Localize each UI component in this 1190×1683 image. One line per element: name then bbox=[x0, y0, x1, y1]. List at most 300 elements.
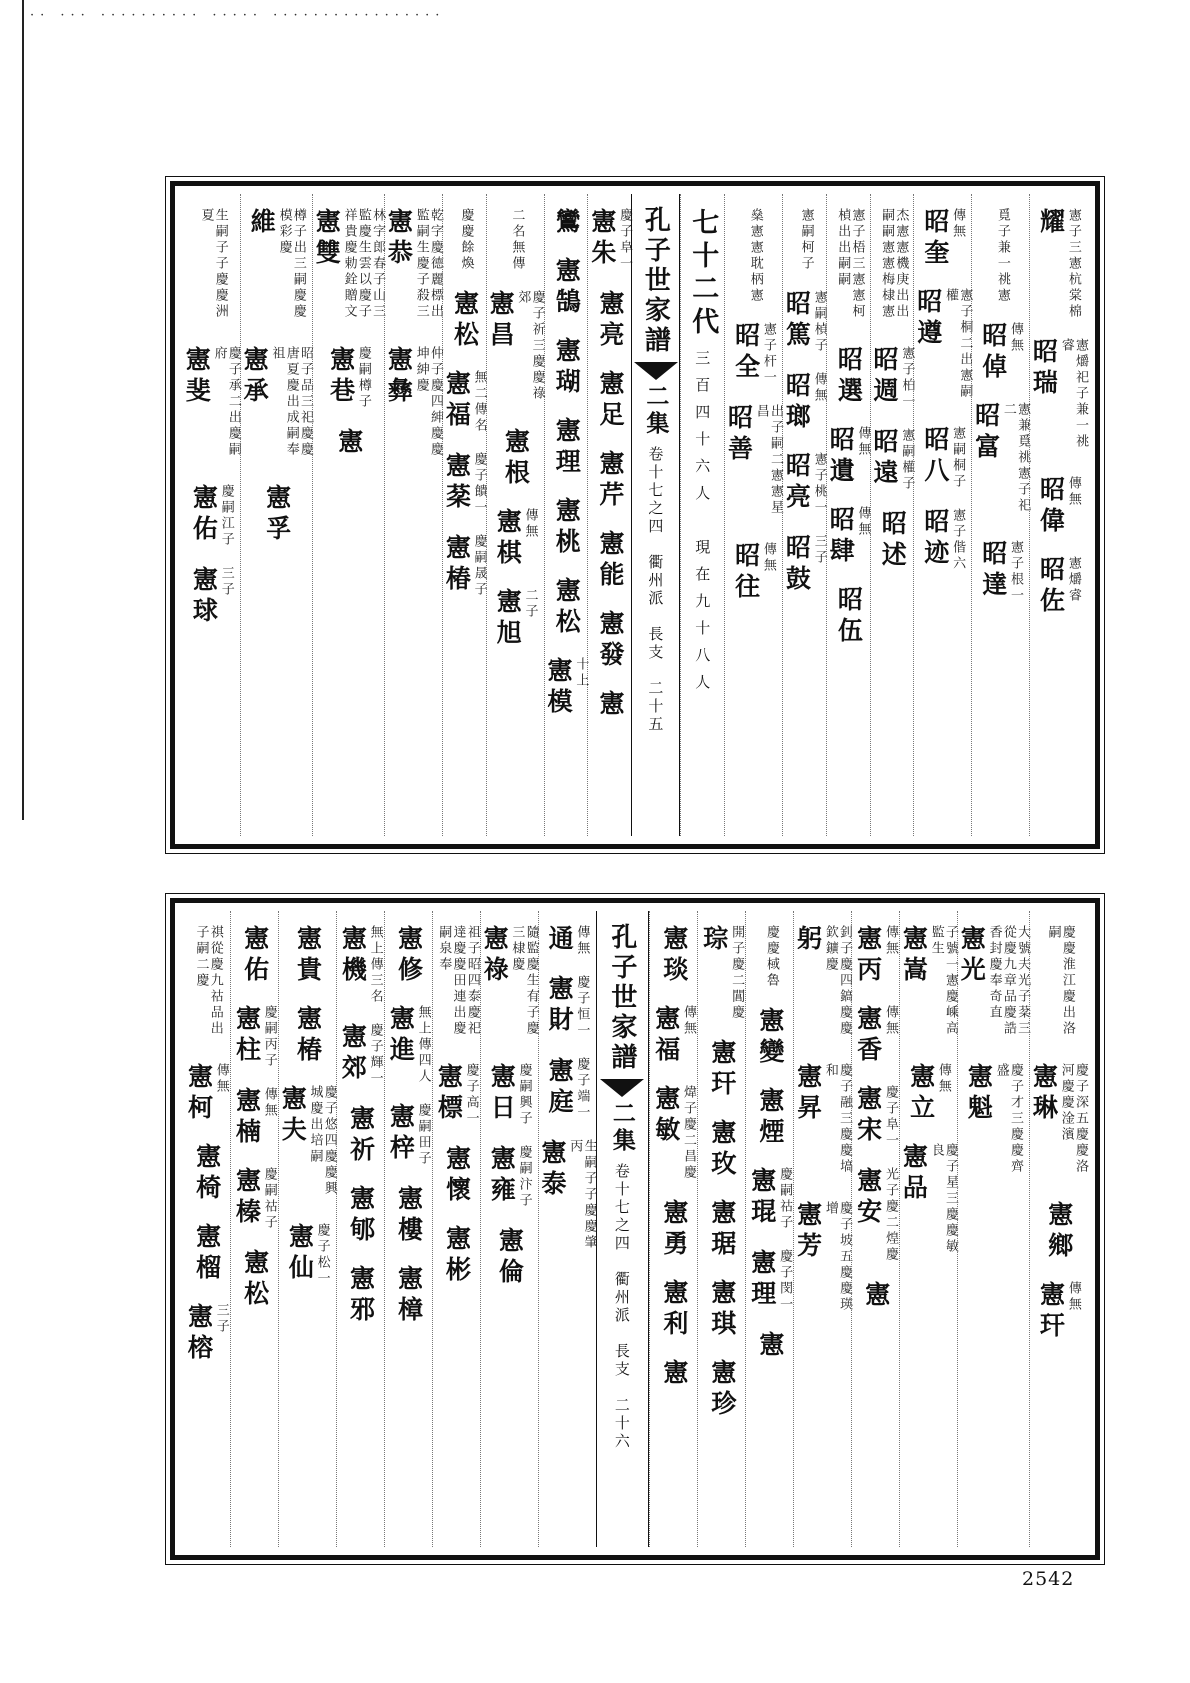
genealogy-entry bbox=[701, 925, 744, 1021]
genealogy-entry bbox=[833, 208, 864, 328]
person-name: 憲椿 bbox=[293, 1005, 323, 1067]
genealogy-entry bbox=[783, 372, 826, 434]
person-name: 憲邪 bbox=[346, 1265, 376, 1327]
person-name: 憲鵠 bbox=[552, 257, 582, 319]
person-name: 憲楠 bbox=[232, 1087, 262, 1149]
genealogy-entry bbox=[185, 1303, 228, 1365]
genealogy-entry bbox=[972, 402, 1029, 522]
lineage-note: 慶嗣丙子 bbox=[261, 1005, 277, 1069]
lineage-note: 出子嗣二憲憲星昌 bbox=[753, 404, 784, 516]
lineage-note: 憲子梧三憲憲柯楨出出嗣嗣 bbox=[835, 208, 865, 320]
lineage-note: 燊憲憲耽柄憲 bbox=[747, 208, 763, 304]
top-column bbox=[312, 194, 384, 836]
section-label: 卷十七之四 衢州派 長支 二十六 bbox=[612, 1163, 631, 1451]
genealogy-entry bbox=[196, 208, 227, 328]
person-name: 憲榴 bbox=[192, 1223, 222, 1285]
lineage-note: 慶子松一 bbox=[314, 1223, 330, 1287]
person-name: 昭遵 bbox=[913, 288, 943, 350]
lineage-note: 憲子偕六 bbox=[950, 508, 966, 572]
genealogy-entry bbox=[597, 450, 623, 512]
lineage-note: 傳無 bbox=[855, 506, 871, 538]
genealogy-entry bbox=[922, 508, 965, 572]
bottom-column bbox=[697, 911, 745, 1547]
genealogy-entry bbox=[481, 925, 538, 1045]
lineage-note: 傳無 bbox=[213, 1063, 229, 1095]
person-name: 憲彝 bbox=[384, 346, 414, 408]
genealogy-entry bbox=[709, 1359, 735, 1421]
bottom-column bbox=[384, 911, 432, 1547]
book-title: 孔子世家譜 bbox=[640, 206, 671, 356]
person-name: 憲機 bbox=[338, 925, 368, 987]
genealogy-entry bbox=[248, 208, 305, 328]
lineage-note: 二名無傳 bbox=[509, 208, 525, 272]
person-name: 憲孚 bbox=[262, 484, 292, 546]
top-column bbox=[971, 194, 1029, 836]
person-name: 昭往 bbox=[731, 542, 761, 604]
top-column bbox=[240, 194, 312, 836]
person-name: 憲玕 bbox=[1036, 1281, 1066, 1343]
genealogy-entry bbox=[192, 1223, 222, 1285]
person-name: 憲倫 bbox=[495, 1227, 525, 1289]
lineage-note: 傳無 bbox=[1065, 1281, 1081, 1313]
lineage-note: 二子 bbox=[522, 588, 538, 620]
bottom-column bbox=[480, 911, 538, 1547]
lineage-note: 憲兼覓祧憲子祀二 bbox=[1000, 402, 1031, 514]
person-name: 憲香 bbox=[853, 1005, 883, 1067]
top-column bbox=[1029, 194, 1087, 836]
person-name: 昭選 bbox=[834, 346, 864, 408]
lineage-note: 慶嗣田子 bbox=[415, 1103, 431, 1167]
genealogy-entry bbox=[709, 1119, 735, 1181]
genealogy-entry bbox=[854, 1085, 897, 1149]
lineage-note: 慶子祈三慶慶祿郊 bbox=[515, 290, 545, 402]
person-name: 昭善 bbox=[724, 404, 754, 466]
person-name: 憲 bbox=[755, 1331, 785, 1362]
person-name: 憲球 bbox=[189, 566, 219, 628]
person-name: 憲樓 bbox=[394, 1185, 424, 1247]
person-name: 憲光 bbox=[957, 925, 987, 987]
bottom-genealogy-panel bbox=[170, 898, 1100, 1560]
lineage-note: 慶子悠四慶慶興城慶出培嗣 bbox=[307, 1085, 337, 1197]
genealogy-entry bbox=[597, 290, 623, 352]
genealogy-entry bbox=[709, 1279, 735, 1341]
person-name: 憲日 bbox=[487, 1063, 517, 1125]
person-name: 憲椅 bbox=[192, 1143, 222, 1205]
genealogy-entry bbox=[900, 1143, 957, 1263]
lineage-note: 慶慶棫魯 bbox=[763, 925, 779, 989]
person-name: 憲品 bbox=[899, 1143, 929, 1205]
genealogy-entry bbox=[871, 346, 914, 410]
lineage-note: 乾字慶德麗標出監嗣生慶子殺三 bbox=[413, 208, 443, 320]
lineage-note: 傳無 bbox=[1065, 476, 1081, 508]
person-name: 憲泰 bbox=[537, 1139, 567, 1201]
person-name: 憲旭 bbox=[493, 588, 523, 650]
lineage-note: 慶子阜一 bbox=[882, 1085, 898, 1149]
volume-label: 二集 bbox=[642, 384, 670, 438]
genealogy-entry bbox=[394, 1185, 424, 1247]
lineage-note: 慶子端一 bbox=[574, 1057, 590, 1121]
lineage-note: 慶慶淮江慶出洛嗣 bbox=[1045, 925, 1075, 1037]
genealogy-entry bbox=[192, 1143, 222, 1205]
lineage-note: 慶嗣江子 bbox=[218, 484, 234, 548]
person-name: 憲祿 bbox=[480, 925, 510, 987]
person-name: 憲標 bbox=[434, 1063, 464, 1125]
person-name: 昭瑞 bbox=[1029, 338, 1059, 400]
person-name: 耀 bbox=[1036, 208, 1066, 239]
genealogy-entry bbox=[488, 1063, 531, 1127]
genealogy-entry bbox=[762, 925, 778, 989]
top-column bbox=[384, 194, 442, 836]
person-name: 昭奎 bbox=[920, 208, 950, 270]
genealogy-entry bbox=[834, 346, 864, 408]
person-name: 憲鄉 bbox=[1044, 1201, 1074, 1263]
lineage-note: 慶嗣汴子 bbox=[516, 1145, 532, 1209]
genealogy-entry bbox=[313, 208, 384, 328]
person-name: 憲琚 bbox=[707, 1199, 737, 1261]
lineage-note: 慶子坡五慶慶瑛增 bbox=[822, 1201, 853, 1313]
bottom-column bbox=[851, 911, 899, 1547]
genealogy-entry bbox=[385, 346, 442, 466]
person-name: 憲模 bbox=[544, 657, 574, 719]
generation-stats: 三百四十六人 現在九十八人 bbox=[693, 350, 712, 701]
top-column bbox=[544, 194, 588, 836]
lineage-note: 憲子桃一 bbox=[811, 452, 827, 516]
lineage-note: 林字郎春子山三監慶生雲以慶子祥貴慶勅銓贈文 bbox=[341, 208, 386, 320]
generation-label: 七十二代 bbox=[687, 208, 719, 340]
person-name: 昭述 bbox=[878, 510, 908, 572]
top-genealogy-panel bbox=[170, 181, 1100, 849]
genealogy-entry bbox=[552, 257, 582, 319]
lineage-note: 傳無 bbox=[681, 1005, 697, 1037]
person-name: 憲玕 bbox=[707, 1039, 737, 1101]
top-column bbox=[870, 194, 914, 836]
genealogy-entry bbox=[965, 1063, 1022, 1183]
genealogy-entry bbox=[597, 370, 623, 432]
person-name: 昭週 bbox=[870, 346, 900, 408]
person-name: 憲勇 bbox=[659, 1199, 689, 1261]
genealogy-entry bbox=[552, 337, 582, 399]
genealogy-entry bbox=[507, 208, 523, 272]
genealogy-entry bbox=[979, 322, 1022, 384]
person-name: 憲夫 bbox=[278, 1085, 308, 1147]
person-name: 憲利 bbox=[659, 1279, 689, 1341]
genealogy-entry bbox=[450, 290, 480, 352]
bottom-column bbox=[899, 911, 957, 1547]
lineage-note: 慶子阜一 bbox=[617, 208, 633, 272]
lineage-note: 煒子慶二昌慶 bbox=[681, 1085, 697, 1181]
genealogy-entry bbox=[442, 1145, 472, 1207]
person-name: 昭偉 bbox=[1036, 476, 1066, 538]
lineage-note: 憲子柏一 bbox=[899, 346, 915, 410]
person-name: 昭倬 bbox=[978, 322, 1008, 384]
lineage-note: 傳無 bbox=[855, 426, 871, 458]
top-column bbox=[724, 194, 782, 836]
genealogy-entry bbox=[854, 1167, 897, 1263]
genealogy-entry bbox=[552, 208, 582, 239]
person-name: 憲郊 bbox=[338, 1023, 368, 1085]
genealogy-entry bbox=[233, 1005, 276, 1069]
genealogy-entry bbox=[286, 1223, 329, 1287]
genealogy-entry bbox=[796, 208, 812, 272]
person-name: 昭瑯 bbox=[782, 372, 812, 434]
lineage-note: 慶嗣祜子 bbox=[261, 1167, 277, 1231]
genealogy-entry bbox=[653, 1005, 696, 1067]
genealogy-entry bbox=[546, 975, 589, 1039]
person-name: 憲嵩 bbox=[899, 925, 929, 987]
genealogy-entry bbox=[661, 925, 687, 987]
genealogy-entry bbox=[878, 510, 908, 572]
person-name: 憲恭 bbox=[384, 208, 414, 270]
person-name: 憲根 bbox=[501, 428, 531, 490]
bottom-column bbox=[230, 911, 278, 1547]
genealogy-entry bbox=[757, 1087, 783, 1149]
top-columns bbox=[183, 194, 1087, 836]
person-name: 憲發 bbox=[596, 610, 625, 672]
lineage-note: 十上 bbox=[573, 657, 589, 689]
genealogy-entry bbox=[661, 1279, 687, 1341]
genealogy-entry bbox=[1044, 1201, 1074, 1263]
genealogy-entry bbox=[783, 452, 826, 516]
lineage-note: 憲嗣權子 bbox=[899, 428, 915, 492]
genealogy-entry bbox=[334, 428, 364, 459]
lineage-note: 慶子融三慶慶塙和 bbox=[822, 1063, 853, 1175]
person-name: 憲松 bbox=[552, 577, 582, 639]
person-name: 憲理 bbox=[552, 417, 582, 479]
lineage-note: 慶嗣晟子 bbox=[471, 534, 487, 598]
top-column bbox=[782, 194, 826, 836]
genealogy-entry bbox=[589, 208, 632, 272]
person-name: 憲立 bbox=[906, 1063, 936, 1125]
lineage-note: 傳無 bbox=[935, 1063, 951, 1095]
genealogy-entry bbox=[1037, 476, 1080, 538]
person-name: 昭富 bbox=[971, 402, 1001, 464]
person-name: 憲祈 bbox=[346, 1105, 376, 1167]
lineage-note: 慶子饋一 bbox=[471, 452, 487, 516]
genealogy-entry bbox=[922, 208, 965, 270]
top-column bbox=[826, 194, 870, 836]
lineage-note: 憲嗣楨子 bbox=[811, 290, 827, 354]
genealogy-entry bbox=[597, 530, 623, 592]
genealogy-entry bbox=[827, 426, 870, 488]
lineage-note: 傳無 bbox=[1008, 322, 1023, 354]
person-name: 憲敏 bbox=[651, 1085, 681, 1147]
person-name: 憲承 bbox=[240, 346, 270, 408]
genealogy-entry bbox=[794, 925, 851, 1045]
genealogy-entry bbox=[240, 925, 270, 987]
lineage-note: 樽子出三嗣慶慶模彩慶 bbox=[276, 208, 306, 320]
person-name: 憲雍 bbox=[487, 1145, 517, 1207]
person-name: 憲松 bbox=[240, 1249, 270, 1311]
person-name: 憲琨 bbox=[747, 1167, 777, 1229]
lineage-note: 無二傳名 bbox=[471, 370, 487, 434]
genealogy-entry bbox=[1030, 1063, 1087, 1183]
genealogy-entry bbox=[653, 1085, 696, 1181]
genealogy-entry bbox=[394, 925, 424, 987]
genealogy-entry bbox=[854, 1005, 897, 1067]
person-name: 憲丙 bbox=[853, 925, 883, 987]
genealogy-entry bbox=[190, 484, 233, 548]
person-name: 躬 bbox=[793, 925, 823, 956]
genealogy-entry bbox=[456, 208, 472, 272]
person-name: 憲能 bbox=[596, 530, 625, 592]
lineage-note: 傳無 bbox=[882, 925, 898, 957]
lineage-note: 憲子三憲杭棠棉 bbox=[1065, 208, 1081, 320]
genealogy-entry bbox=[327, 346, 370, 410]
person-name: 憲亮 bbox=[596, 290, 625, 352]
genealogy-entry bbox=[922, 426, 965, 490]
person-name: 昭遺 bbox=[826, 426, 856, 488]
person-name: 憲巷 bbox=[326, 346, 356, 408]
bottom-column bbox=[745, 911, 793, 1547]
person-name: 憲珍 bbox=[707, 1359, 737, 1421]
genealogy-entry bbox=[794, 1063, 851, 1183]
person-name: 憲福 bbox=[442, 370, 472, 432]
left-edge-line bbox=[22, 0, 24, 820]
genealogy-entry bbox=[854, 925, 897, 987]
lineage-note: 慶子高一 bbox=[463, 1063, 479, 1127]
person-name: 昭伍 bbox=[834, 586, 864, 648]
lineage-note: 憲子根一 bbox=[1008, 540, 1023, 604]
genealogy-entry bbox=[385, 208, 442, 328]
top-column bbox=[486, 194, 544, 836]
genealogy-entry bbox=[346, 1105, 376, 1167]
lineage-note: 隨監慶生有子慶三棣慶 bbox=[509, 925, 539, 1037]
lineage-note: 生嗣子子慶慶肇丙 bbox=[567, 1139, 597, 1251]
lineage-note: 三子 bbox=[218, 566, 234, 598]
lineage-note: 覓子兼一祧憲 bbox=[994, 208, 1010, 304]
genealogy-entry bbox=[1037, 208, 1080, 320]
person-name: 通 bbox=[545, 925, 575, 956]
genealogy-entry bbox=[709, 1199, 735, 1261]
person-name: 憲榛 bbox=[232, 1167, 262, 1229]
lineage-note: 生嗣子子慶慶洲夏 bbox=[198, 208, 228, 320]
lineage-note: 三子 bbox=[811, 534, 827, 566]
lineage-note: 慶子恒一 bbox=[574, 975, 590, 1039]
lineage-note: 三子 bbox=[213, 1303, 229, 1335]
lineage-note: 開子慶二閶慶 bbox=[729, 925, 745, 1021]
person-name: 憲郇 bbox=[346, 1185, 376, 1247]
genealogy-entry bbox=[732, 322, 775, 386]
genealogy-entry bbox=[191, 925, 222, 1045]
genealogy-entry bbox=[495, 1227, 525, 1289]
genealogy-entry bbox=[339, 925, 382, 1005]
person-name: 昭達 bbox=[978, 540, 1008, 602]
person-name: 憲 bbox=[861, 1281, 891, 1312]
person-name: 憲椿 bbox=[442, 534, 472, 596]
person-name: 憲貴 bbox=[293, 925, 323, 987]
genealogy-entry bbox=[1037, 556, 1080, 618]
genealogy-entry bbox=[757, 1331, 783, 1362]
genealogy-entry bbox=[958, 925, 1029, 1045]
person-name: 鸞 bbox=[552, 208, 582, 239]
genealogy-entry bbox=[539, 1139, 596, 1259]
book-title: 孔子世家譜 bbox=[606, 923, 637, 1073]
genealogy-entry bbox=[546, 1057, 589, 1121]
lineage-note: 無上傳四人 bbox=[415, 1005, 431, 1085]
bottom-column bbox=[649, 911, 697, 1547]
genealogy-entry bbox=[749, 1167, 792, 1231]
lineage-note: 慶子輝一 bbox=[367, 1023, 383, 1087]
genealogy-entry bbox=[757, 1007, 783, 1069]
person-name: 昭全 bbox=[731, 322, 761, 384]
genealogy-entry bbox=[1043, 925, 1074, 1045]
genealogy-entry bbox=[233, 1087, 276, 1149]
genealogy-entry bbox=[597, 690, 623, 721]
genealogy-entry bbox=[597, 610, 623, 672]
person-name: 憲柱 bbox=[232, 1005, 262, 1067]
genealogy-entry bbox=[279, 1085, 336, 1205]
genealogy-entry bbox=[725, 404, 782, 524]
lineage-note: 憲爝祀子兼一祧睿 bbox=[1058, 338, 1088, 450]
page-number: 2542 bbox=[1022, 1568, 1075, 1590]
genealogy-entry bbox=[552, 577, 582, 639]
bottom-center-header bbox=[596, 911, 650, 1547]
top-column bbox=[587, 194, 631, 836]
person-name: 憲松 bbox=[450, 290, 480, 352]
genealogy-entry bbox=[709, 1039, 735, 1101]
person-name: 憲庭 bbox=[545, 1057, 575, 1119]
genealogy-entry bbox=[339, 1023, 382, 1087]
lineage-note: 憲子杆一 bbox=[760, 322, 776, 386]
person-name: 憲斐 bbox=[182, 346, 212, 408]
genealogy-entry bbox=[877, 208, 908, 328]
genealogy-entry bbox=[745, 208, 761, 304]
person-name: 憲懷 bbox=[442, 1145, 472, 1207]
genealogy-entry bbox=[443, 370, 486, 434]
lineage-note: 子號一憲慶嵊高監生 bbox=[928, 925, 959, 1037]
genealogy-entry bbox=[1030, 338, 1087, 458]
lineage-note: 大號夫光子棻三從慶九章品慶誥香封慶奉奇直 bbox=[986, 925, 1031, 1037]
genealogy-entry bbox=[240, 1249, 270, 1311]
person-name: 憲棻 bbox=[442, 452, 472, 514]
person-name: 憲 bbox=[596, 690, 625, 721]
genealogy-entry bbox=[262, 484, 292, 546]
top-column bbox=[183, 194, 240, 836]
top-edge-scan: ·· ··· ·········· ····· ················· bbox=[30, 8, 446, 23]
lineage-note: 昭子品三祀慶慶唐夏慶出成嗣奉祖 bbox=[269, 346, 314, 458]
person-name: 憲進 bbox=[386, 1005, 416, 1067]
person-name: 昭亮 bbox=[782, 452, 812, 514]
person-name: 憲樟 bbox=[394, 1265, 424, 1327]
genealogy-entry bbox=[241, 346, 312, 466]
lineage-note: 祺從慶九祜品出子嗣二慶 bbox=[193, 925, 223, 1037]
genealogy-entry bbox=[233, 1167, 276, 1231]
person-name: 憲彬 bbox=[442, 1225, 472, 1287]
person-name: 憲 bbox=[659, 1359, 689, 1390]
genealogy-entry bbox=[394, 1265, 424, 1327]
genealogy-entry bbox=[487, 290, 544, 410]
person-name: 憲棋 bbox=[493, 508, 523, 570]
lineage-note: 傳無 bbox=[811, 372, 827, 404]
top-column bbox=[442, 194, 486, 836]
person-name: 憲理 bbox=[747, 1249, 777, 1311]
genealogy-entry bbox=[871, 428, 914, 492]
genealogy-entry bbox=[914, 288, 971, 408]
person-name: 憲宋 bbox=[853, 1085, 883, 1147]
person-name: 憲昇 bbox=[793, 1063, 823, 1125]
lineage-note: 慶嗣祜子 bbox=[777, 1167, 793, 1231]
genealogy-entry bbox=[863, 1281, 889, 1312]
person-name: 憲雙 bbox=[312, 208, 342, 270]
genealogy-entry bbox=[435, 1063, 478, 1127]
person-name: 昭遠 bbox=[870, 428, 900, 490]
person-name: 琮 bbox=[699, 925, 729, 956]
genealogy-entry bbox=[661, 1359, 687, 1390]
genealogy-entry bbox=[783, 290, 826, 354]
lineage-note: 釗子慶四鎬慶慶欽鑛慶 bbox=[822, 925, 853, 1037]
genealogy-entry bbox=[293, 925, 323, 987]
top-column bbox=[913, 194, 971, 836]
